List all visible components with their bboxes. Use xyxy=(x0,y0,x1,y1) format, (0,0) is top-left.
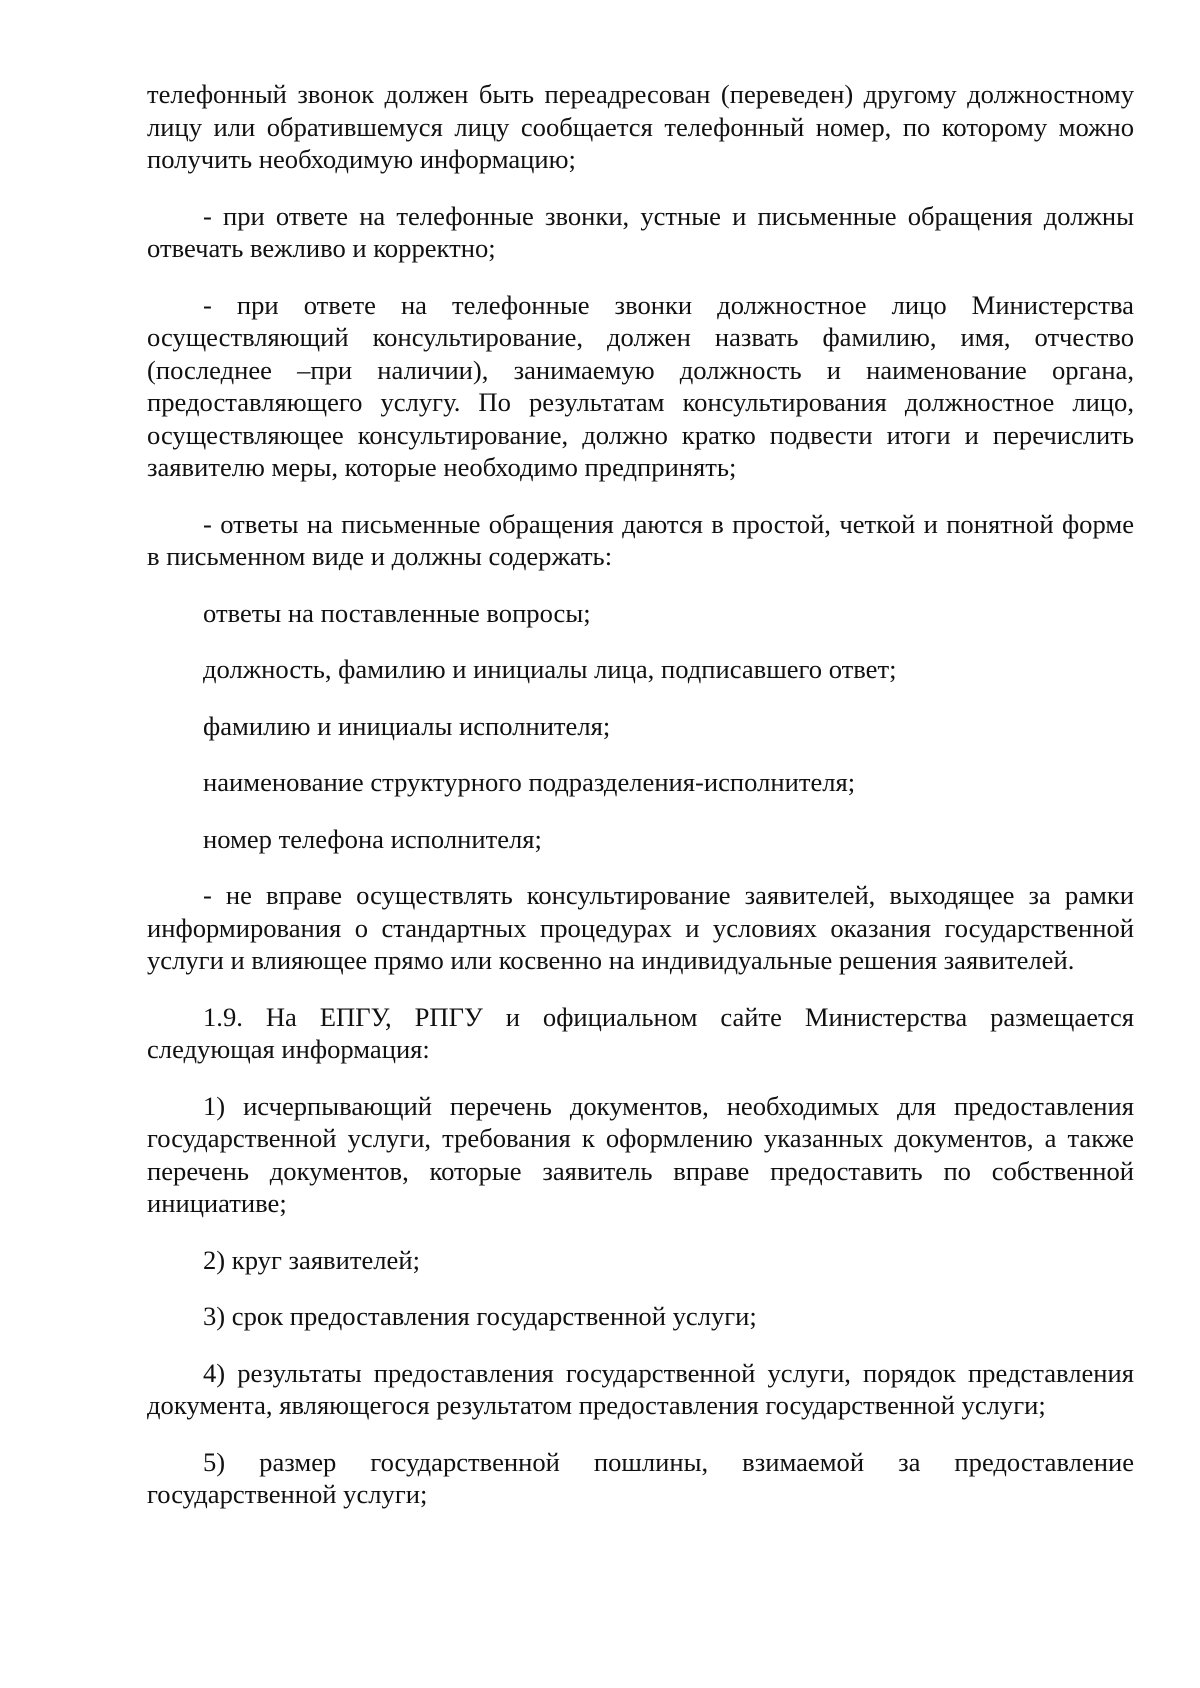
list-item-1-documents: 1) исчерпывающий перечень документов, необходимых для предоставления государственной услуги, требования к оформлению указанных документов, а также перечень документов, которые заявитель вправе предоставить по собственной инициативе; xyxy=(147,1090,1134,1218)
list-item-4-results: 4) результаты предоставления государственной услуги, порядок представления документа, являющегося результатом предоставления государственной услуги; xyxy=(147,1357,1134,1420)
paragraph-call-redirect: телефонный звонок должен быть переадресован (переведен) другому должностному лицу или обратившемуся лицу сообщается телефонный номер, по которому можно получить необходимую информацию; xyxy=(147,79,1134,174)
section-1-9-heading: 1.9. На ЕПГУ, РПГУ и официальном сайте Министерства размещается следующая информация: xyxy=(147,1001,1134,1064)
list-item-answers: ответы на поставленные вопросы; xyxy=(203,597,591,628)
paragraph-consultation-limits: - не вправе осуществлять консультирование заявителей, выходящее за рамки информирования о стандартных процедурах и условиях оказания государственной услуги и влияющее прямо или косвенно на индивидуальные решения заявителей. xyxy=(147,880,1134,975)
paragraph-phone-consultation: - при ответе на телефонные звонки должностное лицо Министерства осуществляющий консультирование, должен назвать фамилию, имя, отчество (последнее –при наличии), занимаемую должность и наименование органа, предоставляющего услугу. По результатам консультирования должностное лицо, осуществляющее консультирование, должно кратко подвести итоги и перечислить заявителю меры, которые необходимо предпринять; xyxy=(147,289,1134,482)
list-item-2-applicants: 2) круг заявителей; xyxy=(203,1244,420,1275)
list-item-3-deadline: 3) срок предоставления государственной услуги; xyxy=(203,1301,757,1331)
list-item-phone: номер телефона исполнителя; xyxy=(203,823,542,854)
list-item-executor: фамилию и инициалы исполнителя; xyxy=(203,710,611,741)
paragraph-polite-answers: - при ответе на телефонные звонки, устные и письменные обращения должны отвечать вежливо и корректно; xyxy=(147,200,1134,263)
list-item-signer: должность, фамилию и инициалы лица, подписавшего ответ; xyxy=(203,654,897,684)
list-item-5-fee: 5) размер государственной пошлины, взимаемой за предоставление государственной услуги; xyxy=(147,1446,1134,1509)
paragraph-written-answers: - ответы на письменные обращения даются в простой, четкой и понятной форме в письменном виде и должны содержать: xyxy=(147,508,1134,571)
list-item-department: наименование структурного подразделения-исполнителя; xyxy=(203,767,856,797)
